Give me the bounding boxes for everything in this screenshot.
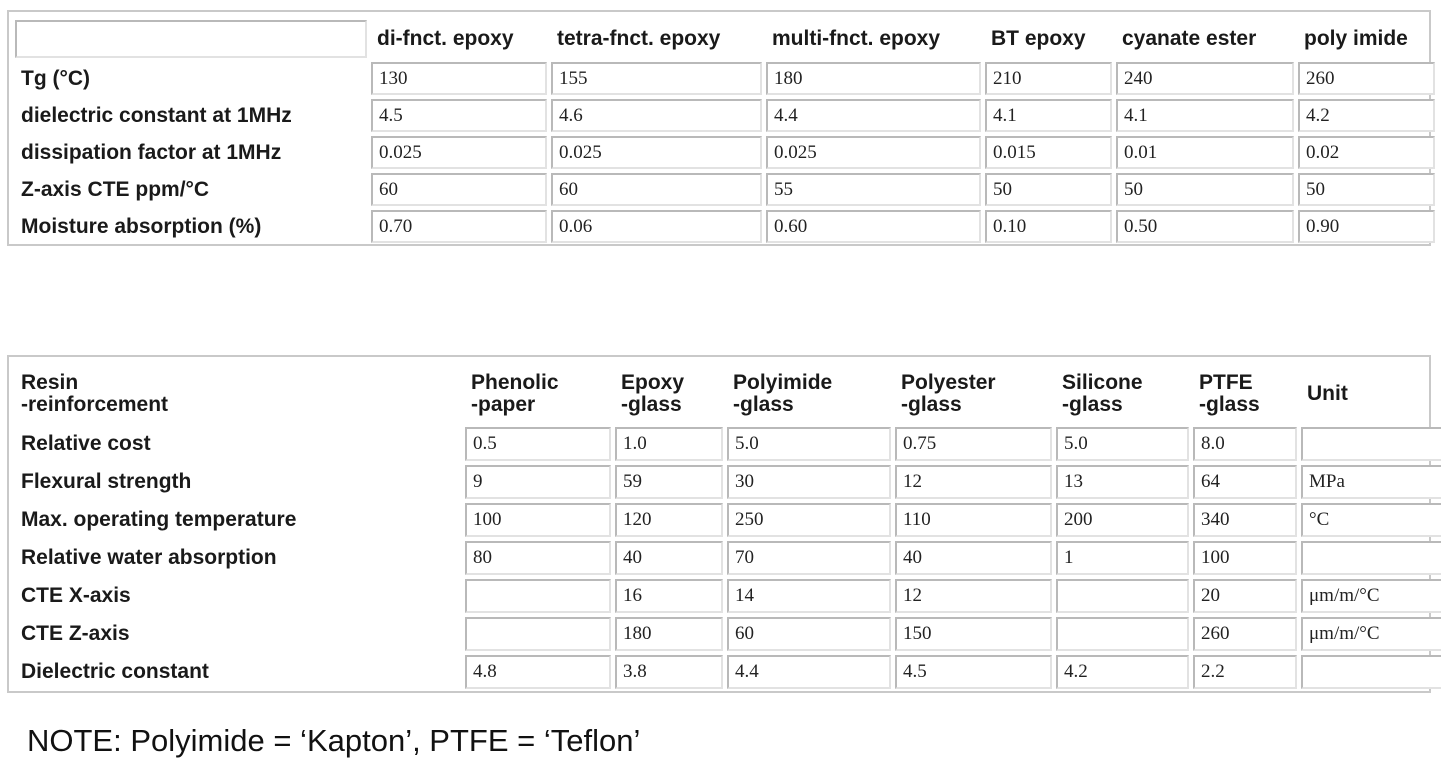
table-cell: 5.0 <box>727 427 891 461</box>
table-cell: 64 <box>1193 465 1297 499</box>
table2-col-header <box>1193 365 1297 423</box>
table-cell: 4.1 <box>1116 99 1294 132</box>
table-cell: 40 <box>615 541 723 575</box>
header-line: -glass <box>901 393 962 416</box>
table-row <box>15 503 1441 537</box>
table-cell: 50 <box>985 173 1112 206</box>
table-cell: 4.5 <box>895 655 1052 689</box>
table1-col-header: BT epoxy <box>991 27 1086 50</box>
table-cell: 50 <box>1298 173 1435 206</box>
table1-col-header: multi-fnct. epoxy <box>772 27 941 50</box>
table-cell: 250 <box>727 503 891 537</box>
table1-row-label: dielectric constant at 1MHz <box>21 103 292 127</box>
table-cell: 150 <box>895 617 1052 651</box>
table-cell: 260 <box>1298 62 1435 95</box>
header-line: Epoxy <box>621 371 685 394</box>
table-cell: 4.2 <box>1056 655 1189 689</box>
table-cell: 1 <box>1056 541 1189 575</box>
table-cell: MPa <box>1301 465 1441 499</box>
table-row <box>15 136 1435 169</box>
table-cell: 30 <box>727 465 891 499</box>
table-cell: 14 <box>727 579 891 613</box>
table-cell: 3.8 <box>615 655 723 689</box>
table-cell: 4.5 <box>371 99 547 132</box>
table-cell: 9 <box>465 465 611 499</box>
table-cell: 1.0 <box>615 427 723 461</box>
table-cell: 12 <box>895 465 1052 499</box>
table-cell: 12 <box>895 579 1052 613</box>
laminate-comparison-panel <box>7 355 1431 693</box>
table-cell: 0.10 <box>985 210 1112 243</box>
table-cell: 80 <box>465 541 611 575</box>
table2-corner-header <box>15 365 461 423</box>
table-cell: 0.025 <box>371 136 547 169</box>
table-cell: 0.5 <box>465 427 611 461</box>
table1-col-header: poly imide <box>1304 27 1408 50</box>
header-line: Resin <box>21 371 79 394</box>
table1-row-label: dissipation factor at 1MHz <box>21 140 282 164</box>
table2-row-label: Relative cost <box>21 432 151 455</box>
table1-header-row <box>15 20 1435 58</box>
header-line: -glass <box>1062 393 1123 416</box>
table-cell: 20 <box>1193 579 1297 613</box>
table-cell: °C <box>1301 503 1441 537</box>
table2-col-header <box>895 365 1052 423</box>
table-cell: 340 <box>1193 503 1297 537</box>
table-cell: 60 <box>551 173 762 206</box>
table-cell: 55 <box>766 173 981 206</box>
table-row <box>15 427 1441 461</box>
table-cell <box>1301 655 1441 689</box>
table2-row-label: Relative water absorption <box>21 546 277 569</box>
table-cell <box>1056 617 1189 651</box>
table-cell: 0.50 <box>1116 210 1294 243</box>
table2-row-label: CTE Z-axis <box>21 622 130 645</box>
header-line: Polyimide <box>733 371 833 394</box>
table-row <box>15 579 1441 613</box>
table1-col-header: tetra-fnct. epoxy <box>557 27 721 50</box>
header-line: Polyester <box>901 371 996 394</box>
table-cell: 8.0 <box>1193 427 1297 461</box>
table-row <box>15 655 1441 689</box>
header-line: Phenolic <box>471 371 559 394</box>
table2-col-header <box>465 365 611 423</box>
table-cell: μm/m/°C <box>1301 579 1441 613</box>
table-row <box>15 62 1435 95</box>
header-line: Silicone <box>1062 371 1143 394</box>
header-line: -glass <box>733 393 794 416</box>
table-cell: 0.70 <box>371 210 547 243</box>
table2-row-label: Dielectric constant <box>21 660 209 683</box>
table1-corner-cell <box>15 20 367 58</box>
table-cell: 0.06 <box>551 210 762 243</box>
table-cell: 0.02 <box>1298 136 1435 169</box>
table2-row-label: Flexural strength <box>21 470 192 493</box>
table-cell: 0.025 <box>766 136 981 169</box>
table-cell: 5.0 <box>1056 427 1189 461</box>
header-line: -reinforcement <box>21 393 169 416</box>
table-row <box>15 173 1435 206</box>
table-cell <box>1301 427 1441 461</box>
table2-row-label: CTE X-axis <box>21 584 131 607</box>
table-cell: 0.75 <box>895 427 1052 461</box>
table1-row-label: Tg (°C) <box>21 66 91 90</box>
table-cell: 100 <box>1193 541 1297 575</box>
table-cell: 60 <box>727 617 891 651</box>
table2-row-label: Max. operating temperature <box>21 508 297 531</box>
resin-properties-panel <box>7 10 1431 246</box>
table-cell <box>465 617 611 651</box>
table-cell: μm/m/°C <box>1301 617 1441 651</box>
header-line: -glass <box>621 393 682 416</box>
header-line: -paper <box>471 393 536 416</box>
table-cell: 210 <box>985 62 1112 95</box>
table-cell: 100 <box>465 503 611 537</box>
table-cell: 260 <box>1193 617 1297 651</box>
table-cell: 180 <box>615 617 723 651</box>
table-cell: 200 <box>1056 503 1189 537</box>
table-cell: 59 <box>615 465 723 499</box>
table2-col-header <box>615 365 723 423</box>
table-cell <box>1056 579 1189 613</box>
footnote: NOTE: Polyimide = ‘Kapton’, PTFE = ‘Teflon’ <box>27 723 641 758</box>
laminate-comparison-table <box>11 361 1441 693</box>
table-row <box>15 617 1441 651</box>
table-row <box>15 541 1441 575</box>
table-cell: 130 <box>371 62 547 95</box>
table-cell: 240 <box>1116 62 1294 95</box>
table-cell: 13 <box>1056 465 1189 499</box>
header-line: -glass <box>1199 393 1260 416</box>
table-cell: 4.8 <box>465 655 611 689</box>
table-cell: 0.025 <box>551 136 762 169</box>
table-cell: 4.2 <box>1298 99 1435 132</box>
table-cell: 16 <box>615 579 723 613</box>
table-cell: 155 <box>551 62 762 95</box>
table1-row-label: Moisture absorption (%) <box>21 214 262 238</box>
table-cell: 4.4 <box>766 99 981 132</box>
table-row <box>15 465 1441 499</box>
table-cell: 4.4 <box>727 655 891 689</box>
table-cell: 4.1 <box>985 99 1112 132</box>
table-cell: 180 <box>766 62 981 95</box>
table-cell: 4.6 <box>551 99 762 132</box>
table2-col-header <box>727 365 891 423</box>
table2-col-header <box>1056 365 1189 423</box>
table-cell: 40 <box>895 541 1052 575</box>
table-cell <box>1301 541 1441 575</box>
table-row <box>15 210 1435 243</box>
table-cell: 0.90 <box>1298 210 1435 243</box>
table-cell: 60 <box>371 173 547 206</box>
table-cell: 50 <box>1116 173 1294 206</box>
header-line: Unit <box>1307 382 1348 405</box>
table-row <box>15 99 1435 132</box>
table-cell <box>465 579 611 613</box>
resin-properties-table <box>11 16 1439 247</box>
table-cell: 0.01 <box>1116 136 1294 169</box>
table1-col-header: di-fnct. epoxy <box>377 27 514 50</box>
table1-row-label: Z-axis CTE ppm/°C <box>21 177 210 201</box>
table-cell: 110 <box>895 503 1052 537</box>
table-cell: 2.2 <box>1193 655 1297 689</box>
table-cell: 0.015 <box>985 136 1112 169</box>
table1-col-header: cyanate ester <box>1122 27 1257 50</box>
table2-header-row <box>15 365 1441 423</box>
table-cell: 0.60 <box>766 210 981 243</box>
table2-unit-header <box>1301 365 1441 423</box>
table-cell: 70 <box>727 541 891 575</box>
header-line: PTFE <box>1199 371 1253 394</box>
table-cell: 120 <box>615 503 723 537</box>
